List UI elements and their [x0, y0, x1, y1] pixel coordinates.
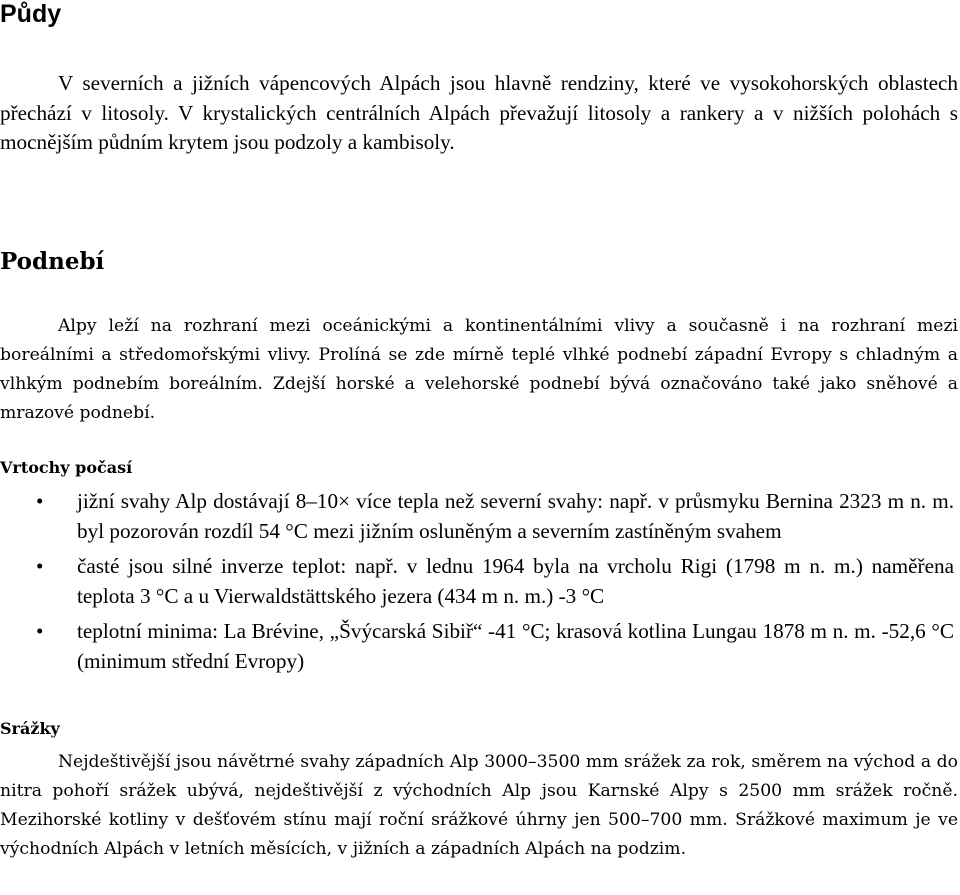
list-item-text: teplotní minima: La Brévine, „Švýcarská Sibiř“ -41 °C; krasová kotlina Lungau 1878 m n. m. -52,6 °C (minimum střední Evropy) — [77, 619, 954, 673]
bullet-icon: • — [36, 554, 44, 578]
paragraph-podnebi: Alpy leží na rozhraní mezi oceánickými a kontinentálními vlivy a současně i na rozhraní mezi boreálními a středomořskými vlivy. Prolíná se zde mírně teplé vlhké podnebí západní Evropy s chladným a vlhkým podnebím boreálním. Zdejší horské a velehorské podnebí bývá označováno také jako sněhové a mrazové podnebí. — [0, 316, 958, 423]
paragraph-pudy: V severních a jižních vápencových Alpách jsou hlavně rendziny, které ve vysokohorských oblastech přechází v litosoly. V krystalických centrálních Alpách převažují litosoly a rankery a v nižších polohách s mocnějším půdním krytem jsou podzoly a kambisoly. — [0, 71, 958, 154]
list-item-text: jižní svahy Alp dostávají 8–10× více tepla než severní svahy: např. v průsmyku Bernina 2323 m n. m. byl pozorován rozdíl 54 °C mezi jižním osluněným a severním zastíněným svahem — [77, 489, 954, 543]
list-item — [0, 552, 958, 611]
section-heading-podnebi: Podnebí — [0, 248, 105, 275]
list-item — [0, 487, 958, 546]
section-heading-pudy: Půdy — [0, 0, 62, 28]
section-heading-vrtochy: Vrtochy počasí — [0, 458, 133, 477]
list-item-text: časté jsou silné inverze teplot: např. v lednu 1964 byla na vrcholu Rigi (1798 m n. m.) naměřena teplota 3 °C a u Vierwaldstättského jezera (434 m n. m.) -3 °C — [77, 554, 954, 608]
bullet-icon: • — [36, 489, 44, 513]
weather-quirks-list — [0, 487, 958, 682]
section-heading-srazky: Srážky — [0, 719, 60, 738]
paragraph-srazky: Nejdeštivější jsou návětrné svahy západních Alp 3000–3500 mm srážek za rok, směrem na východ a do nitra pohoří srážek ubývá, nejdeštivější z východních Alp jsou Karnské Alpy s 2500 mm srážek ročně. Mezihorské kotliny v dešťovém stínu mají roční srážkové úhrny jen 500–700 mm. Srážkové maximum je ve východních Alpách v letních měsících, v jižních a západních Alpách na podzim. — [0, 752, 958, 859]
bullet-icon: • — [36, 619, 44, 643]
list-item — [0, 617, 958, 676]
